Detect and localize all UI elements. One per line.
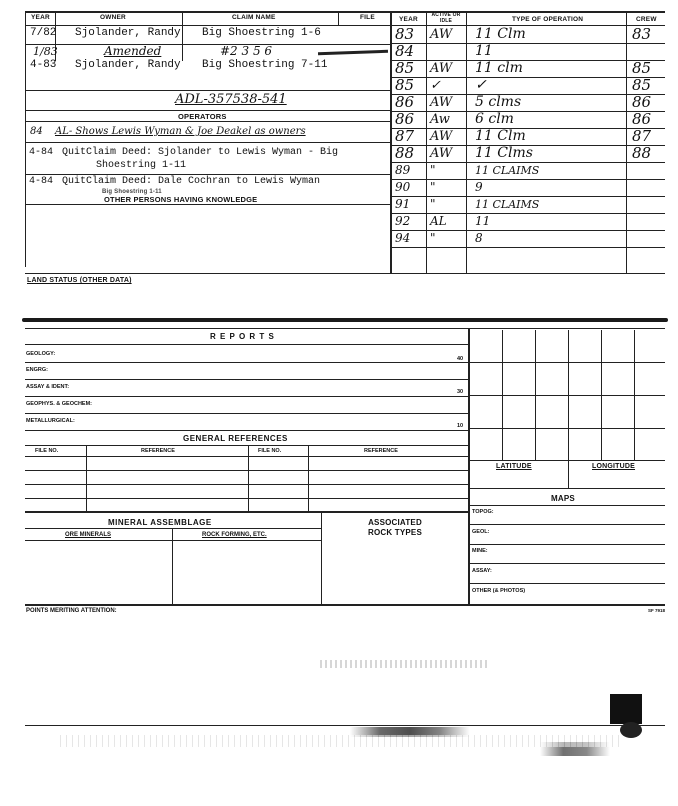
operators-sub-rule	[25, 121, 390, 122]
operator-line-2: QuitClaim Deed: Sjolander to Lewis Wyman - Big	[62, 147, 339, 158]
genref-col-3	[308, 445, 309, 511]
grid-row-2	[470, 395, 665, 396]
activity-type-cell: 11	[475, 214, 491, 228]
claims-header-rule	[25, 25, 390, 26]
activity-crew-cell: 86	[632, 93, 652, 111]
latlong-divider	[568, 460, 569, 488]
claim-row-2-owner: Sjolander, Randy	[75, 59, 181, 71]
genref-file-no-1: FILE NO.	[35, 448, 59, 454]
activity-status-cell: AW	[430, 146, 453, 161]
activity-year-cell: 94	[395, 231, 411, 245]
owner-col-rule	[182, 11, 183, 61]
claims-row-rule-2	[25, 90, 390, 91]
land-status-rule	[25, 273, 665, 274]
activity-year-cell: 86	[395, 93, 415, 111]
genref-file-no-2: FILE NO.	[258, 448, 282, 454]
activity-year-cell: 88	[395, 144, 415, 162]
land-status-label: LAND STATUS (OTHER DATA)	[27, 277, 132, 284]
activity-type-cell: 11 Clm	[475, 26, 526, 42]
operators-rule	[25, 110, 390, 111]
mineral-assemblage-title: MINERAL ASSEMBLAGE	[108, 518, 212, 527]
genref-reference-2: REFERENCE	[364, 448, 398, 454]
margin-number-40: 40	[457, 356, 464, 362]
activity-status-cell: Aw	[430, 112, 450, 127]
report-metallurgical: METALLURGICAL:	[26, 418, 75, 424]
activity-year-header: YEAR	[399, 16, 418, 23]
activity-status-cell: AL	[430, 214, 447, 228]
activity-year-cell: 84	[395, 42, 415, 60]
reports-title: R E P O R T S	[210, 332, 275, 341]
activity-crew-cell: 88	[632, 144, 652, 162]
mineral-row-rule	[25, 540, 321, 541]
claim-col-rule	[338, 11, 339, 26]
map-topog: TOPOG:	[472, 509, 494, 515]
map-other: OTHER (& PHOTOS)	[472, 588, 526, 594]
activity-type-cell: 11 Clms	[475, 145, 533, 161]
amend-claims: #2 3 5 6	[220, 44, 273, 58]
margin-number-30: 30	[457, 389, 464, 395]
activity-type-cell: 8	[475, 231, 483, 245]
genref-bottom-rule	[25, 511, 470, 513]
activity-status-cell: "	[430, 180, 436, 194]
general-references-title: GENERAL REFERENCES	[183, 434, 288, 443]
activity-type-cell: 11	[475, 43, 493, 59]
activity-status-cell: "	[430, 197, 436, 211]
mineral-header-rule	[25, 528, 321, 529]
activity-type-cell: 11 Clm	[475, 128, 526, 144]
grid-row-1	[470, 362, 665, 363]
file-header: FILE	[360, 14, 375, 21]
associated-label-1: ASSOCIATED	[368, 518, 422, 527]
activity-status-cell: ✓	[430, 78, 441, 93]
activity-year-cell: 85	[395, 76, 415, 94]
reports-band	[22, 318, 668, 322]
claim-row-1-year: 7/82	[30, 27, 57, 39]
report-rule-4	[25, 413, 470, 414]
map-rule-1	[470, 524, 665, 525]
operator-line-2-year: 4-84	[29, 147, 54, 158]
activity-status-cell: AW	[430, 27, 453, 42]
report-rule-3	[25, 396, 470, 397]
activity-type-cell: 11 CLAIMS	[475, 164, 540, 177]
map-geol: GEOL:	[472, 529, 490, 535]
overprint-text: Big Shoestring 1-11	[102, 189, 162, 195]
operator-row-rule-2	[25, 174, 390, 175]
map-rule-2	[470, 544, 665, 545]
activity-type-cell: ✓	[475, 77, 487, 93]
points-meriting-label: POINTS MERITING ATTENTION:	[26, 608, 117, 614]
ore-minerals-header: ORE MINERALS	[65, 532, 112, 538]
claims-row-rule	[25, 44, 390, 45]
activity-year-cell: 92	[395, 214, 411, 228]
grid-row-3	[470, 428, 665, 429]
activity-status-cell: "	[430, 163, 436, 177]
crew-header: CREW	[636, 16, 657, 23]
associated-label-2: ROCK TYPES	[367, 528, 422, 537]
claims-left-rule	[25, 11, 26, 267]
operator-line-1-year: 84	[30, 126, 43, 137]
maps-header-rule	[470, 505, 665, 506]
claim-row-1-claim: Big Shoestring 1-6	[202, 27, 321, 39]
longitude-label: LONGITUDE	[592, 463, 636, 470]
operators-title: OPERATORS	[178, 112, 227, 121]
activity-row-rule	[390, 247, 665, 248]
report-geophys: GEOPHYS. & GEOCHEM:	[26, 401, 93, 407]
activity-status-cell: "	[430, 231, 436, 245]
activity-year-cell: 90	[395, 180, 411, 194]
amend-owner: Amended	[104, 44, 162, 58]
activity-year-cell: 83	[395, 25, 415, 43]
scan-black-mark	[610, 694, 642, 724]
activity-year-cell: 89	[395, 163, 411, 177]
operator-line-3: Shoestring 1-11	[96, 160, 187, 171]
strike-mark	[318, 50, 388, 55]
activity-crew-cell: 87	[632, 127, 652, 145]
claims-top-rule	[25, 11, 390, 13]
latitude-label: LATITUDE	[496, 463, 532, 470]
activity-row-rule	[390, 43, 665, 44]
year-header: YEAR	[31, 14, 50, 21]
reports-band-rule	[25, 328, 665, 329]
other-persons-rule	[25, 204, 390, 205]
activity-type-cell: 11 clm	[475, 60, 523, 76]
claim-name-header: CLAIM NAME	[232, 14, 276, 21]
operator-row-rule	[25, 142, 390, 143]
activity-type-cell: 11 CLAIMS	[475, 198, 540, 211]
activity-type-cell: 9	[475, 180, 483, 194]
operation-type-header: TYPE OF OPERATION	[512, 16, 584, 23]
activity-status-cell: AW	[430, 95, 453, 110]
adl-number: ADL-357538-541	[175, 92, 287, 107]
map-rule-4	[470, 583, 665, 584]
genref-col-1	[86, 445, 87, 511]
map-assay: ASSAY:	[472, 568, 492, 574]
activity-crew-cell: 85	[632, 76, 652, 94]
margin-number-10: 10	[457, 423, 464, 429]
activity-year-cell: 91	[395, 197, 411, 211]
activity-year-cell: 86	[395, 110, 415, 128]
report-assay: ASSAY & IDENT:	[26, 384, 70, 390]
points-rule	[25, 604, 665, 606]
active-header: ACTIVE OR IDLE	[431, 12, 461, 24]
activity-left-rule	[390, 11, 392, 273]
maps-title: MAPS	[551, 494, 575, 503]
operator-line-4: QuitClaim Deed: Dale Cochran to Lewis Wyman	[62, 176, 321, 187]
map-mine: MINE:	[472, 548, 488, 554]
claim-row-2-claim: Big Shoestring 7-11	[202, 59, 328, 71]
scan-noise-bottom	[60, 735, 620, 747]
genref-col-2	[248, 445, 249, 511]
activity-status-cell: AW	[430, 129, 453, 144]
activity-crew-cell: 85	[632, 59, 652, 77]
genref-reference-1: REFERENCE	[141, 448, 175, 454]
owner-header: OWNER	[100, 14, 126, 21]
activity-type-cell: 6 clm	[475, 111, 514, 127]
rock-forming-header: ROCK FORMING, ETC.	[202, 532, 267, 538]
claim-row-2-year: 4-83	[30, 59, 57, 71]
amend-year: 1/83	[33, 45, 58, 58]
report-rule-1	[25, 362, 470, 363]
activity-status-cell: AW	[430, 61, 453, 76]
activity-year-rule	[426, 11, 427, 273]
report-rule-5	[25, 430, 470, 431]
form-number: SF 7918	[648, 608, 666, 613]
report-geology: GEOLOGY:	[26, 351, 56, 357]
scan-hole-mark	[620, 722, 642, 738]
reports-header-rule	[25, 344, 470, 345]
activity-type-rule	[626, 11, 627, 273]
map-rule-3	[470, 563, 665, 564]
activity-year-cell: 85	[395, 59, 415, 77]
bottom-rule	[25, 725, 665, 726]
maps-top-rule	[470, 488, 665, 489]
operator-line-1: AL- Shows Lewis Wyman & Joe Deakel as owners	[55, 126, 306, 137]
activity-crew-cell: 86	[632, 110, 652, 128]
scan-noise-top	[320, 660, 490, 668]
operator-line-4-year: 4-84	[29, 176, 54, 187]
activity-crew-cell: 83	[632, 25, 652, 43]
activity-year-cell: 87	[395, 127, 415, 145]
claim-row-1-owner: Sjolander, Randy	[75, 27, 181, 39]
other-persons-title: OTHER PERSONS HAVING KNOWLEDGE	[104, 195, 258, 204]
activity-active-rule	[466, 11, 467, 273]
activity-type-cell: 5 clms	[475, 94, 522, 110]
report-engrg: ENGRG:	[26, 367, 48, 373]
report-rule-2	[25, 379, 470, 380]
